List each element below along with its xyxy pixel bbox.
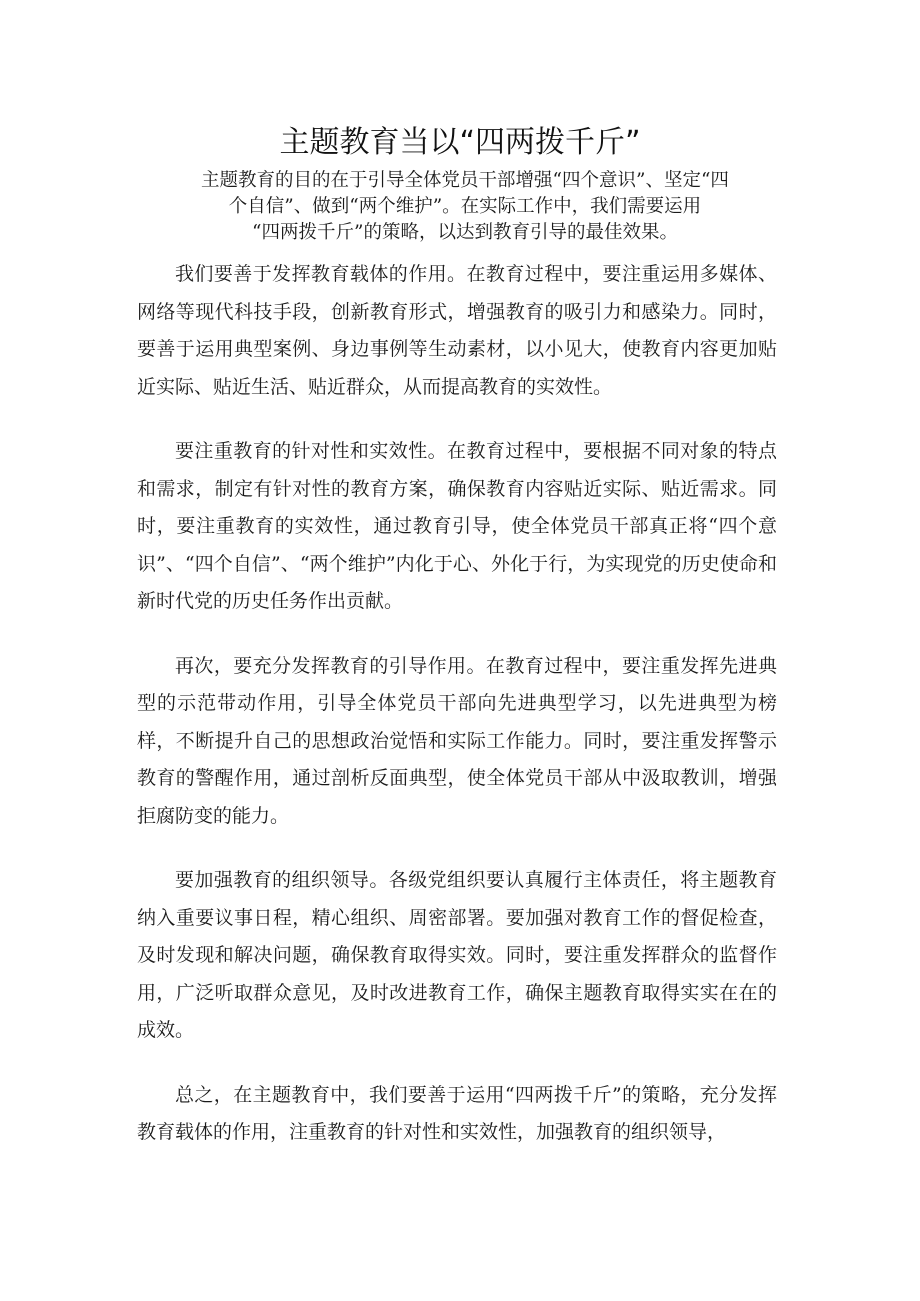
body-paragraph: 再次，要充分发挥教育的引导作用。在教育过程中，要注重发挥先进典型的示范带动作用，引导全体党员干部向先进典型学习，以先进典型为榜样，不断提升自己的思想政治觉悟和实际工作能力。同时，要注重发挥警示教育的警醒作用，通过剖析反面典型，使全体党员干部从中汲取教训，增强拒腐防变的能力。 <box>137 654 777 827</box>
body-paragraph: 总之，在主题教育中，我们要善于运用“四两拨千斤”的策略，充分发挥教育载体的作用，注重教育的针对性和实效性，加强教育的组织领导， <box>137 1083 777 1143</box>
body-paragraph: 我们要善于发挥教育载体的作用。在教育过程中，要注重运用多媒体、网络等现代科技手段，创新教育形式，增强教育的吸引力和感染力。同时，要善于运用典型案例、身边事例等生动素材，以小见大，使教育内容更加贴近实际、贴近生活、贴近群众，从而提高教育的实效性。 <box>137 263 777 398</box>
summary-line: 个自信”、做到“两个维护”。在实际工作中，我们需要运用 <box>228 196 702 217</box>
summary-line: 主题教育的目的在于引导全体党员干部增强“四个意识”、坚定“四 <box>201 170 729 191</box>
summary-line: “四两拨千斤”的策略，以达到教育引导的最佳效果。 <box>252 222 678 243</box>
body-paragraph: 要注重教育的针对性和实效性。在教育过程中，要根据不同对象的特点和需求，制定有针对性的教育方案，确保教育内容贴近实际、贴近需求。同时，要注重教育的实效性，通过教育引导，使全体党员干部真正将“四个意识”、“四个自信”、“两个维护”内化于心、外化于行，为实现党的历史使命和新时代党的历史任务作出贡献。 <box>137 440 777 612</box>
body-paragraph: 要加强教育的组织领导。各级党组织要认真履行主体责任，将主题教育纳入重要议事日程，精心组织、周密部署。要加强对教育工作的督促检查，及时发现和解决问题，确保教育取得实效。同时，要注重发挥群众的监督作用，广泛听取群众意见，及时改进教育工作，确保主题教育取得实实在在的成效。 <box>137 869 777 1041</box>
document-body <box>137 256 777 1179</box>
document-title: 主题教育当以“四两拨千斤” <box>279 125 641 160</box>
document-summary <box>150 168 780 246</box>
